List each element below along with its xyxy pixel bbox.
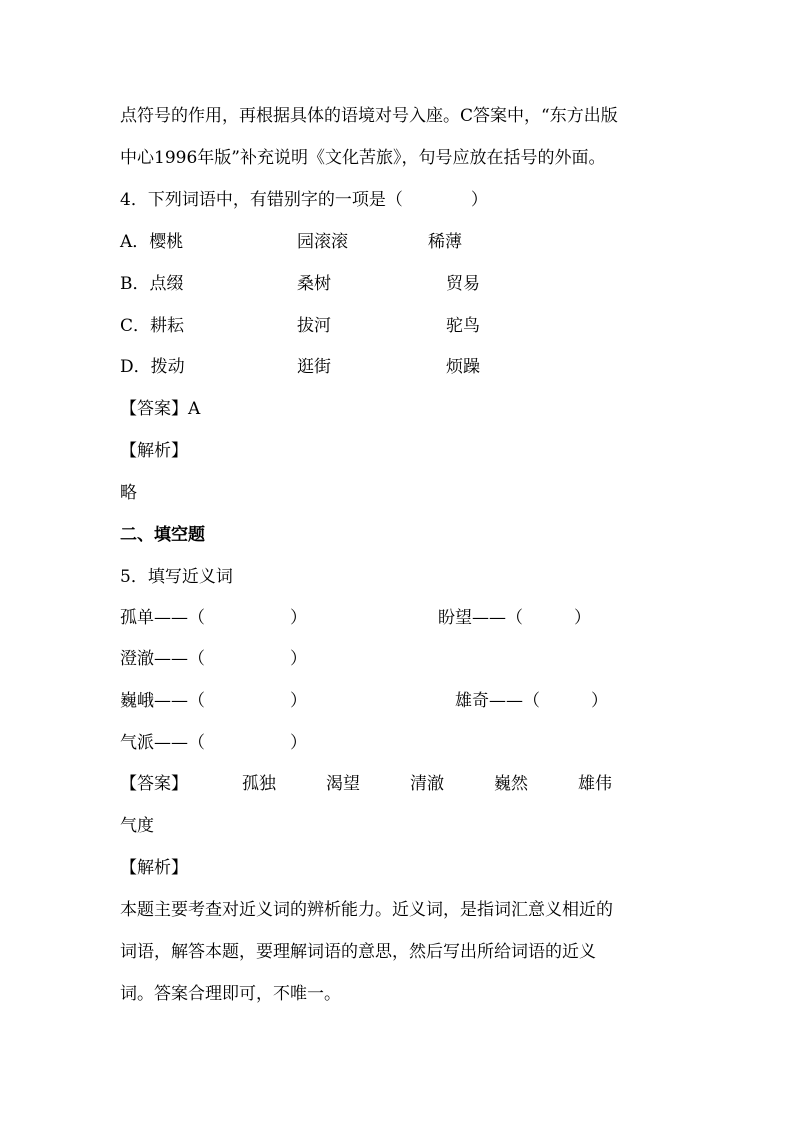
- option-d-word-2: 逛街: [297, 357, 331, 377]
- question-5-answer-cont: 气度: [120, 816, 154, 836]
- answer-label: 【答案】: [120, 774, 188, 794]
- synonym-item-left: 澄澈——（ ）: [120, 649, 307, 669]
- option-b-word-2: 桑树: [297, 274, 331, 294]
- section-title: 二、填空题: [120, 525, 205, 545]
- option-c-word-2: 拔河: [297, 316, 331, 336]
- analysis-line-1: 本题主要考查对近义词的辨析能力。近义词，是指词汇意义相近的: [120, 900, 613, 920]
- analysis-line-2: 词语，解答本题，要理解词语的意思，然后写出所给词语的近义: [120, 942, 596, 962]
- synonym-item-right: 雄奇——（ ）: [455, 691, 608, 711]
- option-d-word-1: D．拨动: [120, 357, 185, 377]
- option-a-word-1: A．樱桃: [120, 232, 184, 252]
- option-c-word-3: 驼鸟: [446, 316, 480, 336]
- option-c-word-1: C．耕耘: [120, 316, 185, 336]
- option-b-word-1: B．点缀: [120, 274, 184, 294]
- option-a-word-2: 园滚滚: [297, 232, 348, 252]
- option-a-word-3: 稀薄: [428, 232, 462, 252]
- question-5-stem: 5．填写近义词: [120, 567, 233, 587]
- answer-word: 孤独: [242, 774, 276, 794]
- question-4-stem: 4．下列词语中，有错别字的一项是（ ）: [120, 190, 488, 210]
- question-5-analysis-title: 【解析】: [120, 858, 188, 878]
- option-d-word-3: 烦躁: [446, 357, 480, 377]
- question-4-analysis: 略: [120, 483, 137, 503]
- answer-word: 巍然: [494, 774, 528, 794]
- question-4-analysis-title: 【解析】: [120, 441, 188, 461]
- intro-line-1: 点符号的作用，再根据具体的语境对号入座。C答案中，“东方出版: [120, 106, 618, 126]
- intro-line-2: 中心1996年版”补充说明《文化苦旅》，句号应放在括号的外面。: [120, 148, 606, 168]
- synonym-item-right: 盼望——（ ）: [438, 608, 591, 628]
- answer-word: 渴望: [326, 774, 360, 794]
- option-b-word-3: 贸易: [446, 274, 480, 294]
- answer-word: 清澈: [410, 774, 444, 794]
- answer-word: 雄伟: [578, 774, 612, 794]
- question-4-answer: 【答案】A: [120, 399, 201, 419]
- synonym-item-left: 孤单——（ ）: [120, 608, 307, 628]
- synonym-item-left: 巍峨——（ ）: [120, 691, 307, 711]
- analysis-line-3: 词。答案合理即可，不唯一。: [120, 984, 341, 1004]
- synonym-item-left: 气派——（ ）: [120, 733, 307, 753]
